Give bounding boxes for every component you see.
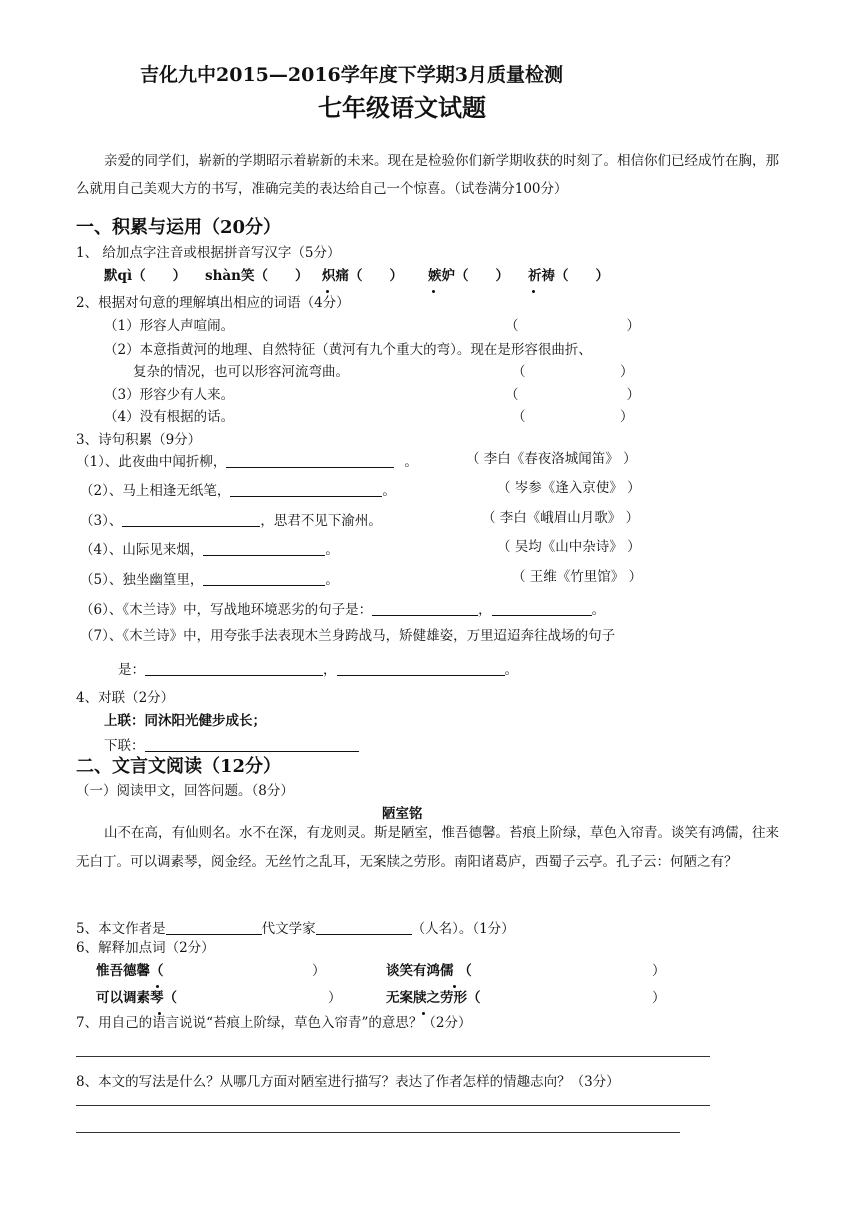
q1-item <box>104 270 186 284</box>
answer-line[interactable] <box>76 1132 680 1133</box>
emphasis-dot <box>453 985 456 988</box>
emphasis-dot <box>326 290 329 293</box>
intro-paragraph: 亲爱的同学们，崭新的学期昭示着崭新的未来。现在是检验你们新学期收获的时刻了。相信你们已经成竹在胸，那么就用自己美观大方的书写，准确完美的表达给自己一个惊喜。（试卷满分100分） <box>76 153 779 197</box>
q1-item <box>205 270 308 284</box>
poem-line-text: （1）、此夜曲中闻折柳， <box>76 454 227 470</box>
q3-7-answer: 是： ， 。 <box>118 662 518 678</box>
poem-line <box>80 541 339 558</box>
part-1-instruction: （一）阅读甲文，回答问题。（8分） <box>76 783 294 799</box>
poem-line-text: （2）、马上相逢无纸笔， <box>80 483 231 499</box>
poem-source: （ 李白《春夜洛城闻笛》 ） <box>466 451 637 467</box>
couplet-lower <box>104 737 359 754</box>
q3-stem: 3、诗句积累（9分） <box>76 432 202 448</box>
q1-item-4: 嫉妒（ ） <box>428 268 509 284</box>
q6-item-3: 可以调素琴（ <box>96 990 177 1006</box>
couplet-upper: 上联：同沐阳光健步成长； <box>104 713 266 729</box>
poem-line-end: 。 <box>325 542 339 558</box>
q4-stem: 4、对联（2分） <box>76 690 175 706</box>
answer-blank[interactable] <box>372 601 478 616</box>
poem-source: （ 吴均《山中杂诗》 ） <box>497 539 641 555</box>
q3-6: （6）、《木兰诗》中，写战地环境恶劣的句子是： ， 。 <box>80 602 606 618</box>
answer-blank[interactable] <box>230 482 382 497</box>
q5-text-a: 5、本文作者是 <box>76 921 166 937</box>
q8: 8、本文的写法是什么？从哪几方面对陋室进行描写？表达了作者怎样的情趣志向？（3分） <box>76 1074 620 1090</box>
q6-close-paren: ） <box>328 990 342 1006</box>
couplet-lower-label: 下联： <box>104 738 145 754</box>
exam-title: 吉化九中2015—2016学年度下学期3月质量检测 <box>140 64 563 86</box>
poem-line-end: 。 <box>404 454 418 470</box>
q2-item-2-cont: 复杂的情况，也可以形容河流弯曲。 <box>133 364 349 380</box>
answer-blank[interactable] <box>145 661 323 676</box>
poem-source: （ 王维《竹里馆》 ） <box>512 569 643 585</box>
q7: 7、用自己的语言说说“苔痕上阶绿，草色入帘青”的意思？（2分） <box>76 1015 472 1031</box>
poem-line <box>80 482 396 499</box>
answer-blank[interactable] <box>122 512 260 527</box>
answer-blank[interactable] <box>145 737 359 752</box>
q1-stem: 1、 给加点字注音或根据拼音写汉字（5分） <box>76 245 341 261</box>
answer-line[interactable] <box>76 1105 710 1106</box>
q6-close-paren: ） <box>652 990 666 1006</box>
q5-text-c: （人名）。（1分） <box>411 921 515 937</box>
poem-line <box>80 571 339 588</box>
q5 <box>76 920 515 937</box>
q1-item <box>528 270 609 284</box>
q6-close-paren: ） <box>652 963 666 979</box>
exam-subtitle: 七年级语文试题 <box>318 93 486 122</box>
answer-blank[interactable] <box>203 571 325 586</box>
q1-item-2: shàn笑（ ） <box>205 268 309 284</box>
answer-blank[interactable] <box>492 601 592 616</box>
answer-paren: （ ） <box>512 364 634 380</box>
poem-line-end: 。 <box>382 483 396 499</box>
q3-7-label: 是： <box>118 662 145 678</box>
emphasis-dot <box>432 290 435 293</box>
q2-stem: 2、根据对句意的理解填出相应的词语（4分） <box>76 295 350 311</box>
answer-paren: （ ） <box>505 318 640 334</box>
essay-text: 山不在高，有仙则名。水不在深，有龙则灵。斯是陋室，惟吾德馨。苔痕上阶绿，草色入帘青。谈笑有鸿儒，往来无白丁。可以调素琴，阅金经。无丝竹之乱耳，无案牍之劳形。南阳诸葛庐，西蜀子云亭。孔子云：何陋之有？ <box>76 825 779 870</box>
answer-paren: （ ） <box>505 387 640 403</box>
q2-item-3: （3）形容少有人来。 <box>104 387 235 403</box>
q6-item-4: 无案牍之劳形（ <box>386 990 481 1006</box>
answer-blank[interactable] <box>337 661 505 676</box>
section-2-title: 二、文言文阅读（12分） <box>76 756 282 777</box>
poem-line-end: 。 <box>325 572 339 588</box>
answer-blank[interactable] <box>226 453 394 468</box>
poem-line-text: （4）、山际见来烟， <box>80 542 204 558</box>
q1-item <box>428 270 509 284</box>
q6-stem: 6、解释加点词（2分） <box>76 940 215 956</box>
q1-item-5: 祈祷（ ） <box>528 268 609 284</box>
poem-line-text: （5）、独坐幽篁里， <box>80 572 204 588</box>
poem-line-text: （3）、 <box>80 513 123 529</box>
poem-source: （ 李白《峨眉山月歌》 ） <box>482 510 640 526</box>
q6-close-paren: ） <box>312 963 326 979</box>
q2-item-1: （1）形容人声喧闹。 <box>104 318 235 334</box>
q2-item-2: （2）本意指黄河的地理、自然特征（黄河有九个重大的弯）。现在是形容很曲折、 <box>104 342 592 358</box>
essay-title: 陋室铭 <box>382 806 423 822</box>
answer-line[interactable] <box>76 1056 710 1057</box>
emphasis-dot <box>532 290 535 293</box>
q2-item-4: （4）没有根据的话。 <box>104 409 235 425</box>
q5-text-b: 代文学家 <box>261 921 316 937</box>
q3-6-text: （6）、《木兰诗》中，写战地环境恶劣的句子是： <box>80 602 373 618</box>
answer-blank[interactable] <box>203 541 325 556</box>
answer-blank[interactable] <box>166 920 262 935</box>
q3-7: （7）、《木兰诗》中，用夸张手法表现木兰身跨战马，矫健雄姿，万里迢迢奔往战场的句子 <box>80 628 616 644</box>
emphasis-dot <box>156 985 159 988</box>
section-1-title: 一、积累与运用（20分） <box>76 217 282 238</box>
answer-paren: （ ） <box>512 409 634 425</box>
q1-item-1: 默qì（ ） <box>104 268 187 284</box>
q1-item <box>322 270 403 284</box>
poem-line <box>80 512 382 529</box>
poem-line <box>76 453 418 470</box>
poem-line-end: ，思君不见下渝州。 <box>260 513 382 529</box>
poem-source: （ 岑参《逢入京使》 ） <box>497 480 641 496</box>
q1-item-3: 炽痛（ ） <box>322 268 403 284</box>
answer-blank[interactable] <box>316 920 412 935</box>
q6-item-1: 惟吾德馨（ <box>96 963 164 979</box>
q6-item-2: 谈笑有鸿儒 （ <box>386 963 472 979</box>
